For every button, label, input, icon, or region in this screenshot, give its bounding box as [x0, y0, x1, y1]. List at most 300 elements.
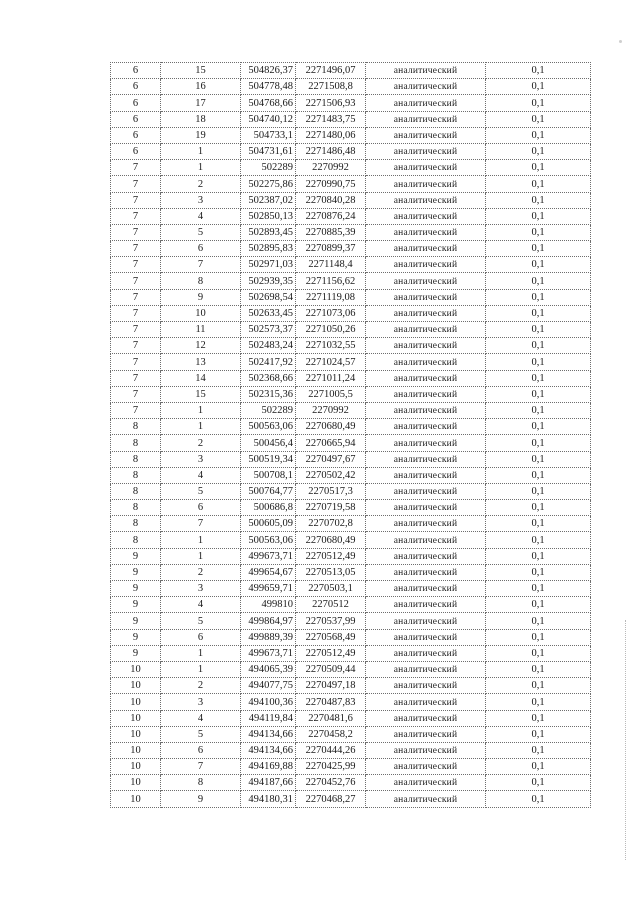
x-coordinate-cell: 500519,34 — [241, 451, 296, 467]
point-number-cell: 9 — [161, 791, 241, 807]
table-row — [111, 451, 591, 467]
table-row — [111, 402, 591, 418]
table-row — [111, 759, 591, 775]
method-cell: аналитический — [366, 597, 486, 613]
table-row — [111, 79, 591, 95]
y-coordinate-cell: 2270876,24 — [296, 208, 366, 224]
y-coordinate-cell: 2271005,5 — [296, 386, 366, 402]
table-row — [111, 500, 591, 516]
accuracy-cell: 0,1 — [486, 354, 591, 370]
point-number-cell: 2 — [161, 678, 241, 694]
table-row — [111, 435, 591, 451]
accuracy-cell: 0,1 — [486, 160, 591, 176]
table-row — [111, 516, 591, 532]
y-coordinate-cell: 2271486,48 — [296, 143, 366, 159]
coordinates-table-body — [111, 63, 591, 808]
x-coordinate-cell: 499673,71 — [241, 645, 296, 661]
point-number-cell: 1 — [161, 160, 241, 176]
method-cell: аналитический — [366, 370, 486, 386]
table-row — [111, 224, 591, 240]
point-number-cell: 16 — [161, 79, 241, 95]
contour-number-cell: 10 — [111, 791, 161, 807]
x-coordinate-cell: 502289 — [241, 402, 296, 418]
accuracy-cell: 0,1 — [486, 289, 591, 305]
contour-number-cell: 7 — [111, 305, 161, 321]
y-coordinate-cell: 2270512,49 — [296, 645, 366, 661]
accuracy-cell: 0,1 — [486, 63, 591, 79]
y-coordinate-cell: 2270899,37 — [296, 241, 366, 257]
point-number-cell: 12 — [161, 338, 241, 354]
x-coordinate-cell: 494187,66 — [241, 775, 296, 791]
method-cell: аналитический — [366, 143, 486, 159]
contour-number-cell: 8 — [111, 483, 161, 499]
table-row — [111, 726, 591, 742]
point-number-cell: 2 — [161, 176, 241, 192]
x-coordinate-cell: 504768,66 — [241, 95, 296, 111]
y-coordinate-cell: 2270444,26 — [296, 742, 366, 758]
table-row — [111, 791, 591, 807]
x-coordinate-cell: 499889,39 — [241, 629, 296, 645]
table-row — [111, 322, 591, 338]
method-cell: аналитический — [366, 661, 486, 677]
contour-number-cell: 8 — [111, 467, 161, 483]
table-row — [111, 613, 591, 629]
method-cell: аналитический — [366, 678, 486, 694]
x-coordinate-cell: 502633,45 — [241, 305, 296, 321]
table-row — [111, 257, 591, 273]
y-coordinate-cell: 2271050,26 — [296, 322, 366, 338]
method-cell: аналитический — [366, 645, 486, 661]
contour-number-cell: 9 — [111, 629, 161, 645]
scan-speck — [619, 40, 622, 43]
accuracy-cell: 0,1 — [486, 775, 591, 791]
accuracy-cell: 0,1 — [486, 710, 591, 726]
y-coordinate-cell: 2270513,05 — [296, 564, 366, 580]
point-number-cell: 15 — [161, 63, 241, 79]
contour-number-cell: 7 — [111, 354, 161, 370]
x-coordinate-cell: 502289 — [241, 160, 296, 176]
method-cell: аналитический — [366, 289, 486, 305]
contour-number-cell: 7 — [111, 208, 161, 224]
contour-number-cell: 10 — [111, 678, 161, 694]
accuracy-cell: 0,1 — [486, 111, 591, 127]
point-number-cell: 5 — [161, 224, 241, 240]
accuracy-cell: 0,1 — [486, 694, 591, 710]
contour-number-cell: 10 — [111, 694, 161, 710]
accuracy-cell: 0,1 — [486, 500, 591, 516]
x-coordinate-cell: 499659,71 — [241, 581, 296, 597]
point-number-cell: 9 — [161, 289, 241, 305]
contour-number-cell: 8 — [111, 419, 161, 435]
x-coordinate-cell: 504733,1 — [241, 127, 296, 143]
x-coordinate-cell: 494169,88 — [241, 759, 296, 775]
contour-number-cell: 9 — [111, 597, 161, 613]
method-cell: аналитический — [366, 111, 486, 127]
method-cell: аналитический — [366, 192, 486, 208]
table-row — [111, 710, 591, 726]
x-coordinate-cell: 502387,02 — [241, 192, 296, 208]
x-coordinate-cell: 499810 — [241, 597, 296, 613]
contour-number-cell: 9 — [111, 645, 161, 661]
y-coordinate-cell: 2271480,06 — [296, 127, 366, 143]
contour-number-cell: 6 — [111, 143, 161, 159]
point-number-cell: 2 — [161, 435, 241, 451]
method-cell: аналитический — [366, 467, 486, 483]
contour-number-cell: 8 — [111, 451, 161, 467]
y-coordinate-cell: 2270481,6 — [296, 710, 366, 726]
y-coordinate-cell: 2270992 — [296, 402, 366, 418]
accuracy-cell: 0,1 — [486, 386, 591, 402]
method-cell: аналитический — [366, 224, 486, 240]
accuracy-cell: 0,1 — [486, 613, 591, 629]
contour-number-cell: 7 — [111, 386, 161, 402]
y-coordinate-cell: 2270458,2 — [296, 726, 366, 742]
contour-number-cell: 9 — [111, 581, 161, 597]
y-coordinate-cell: 2271073,06 — [296, 305, 366, 321]
point-number-cell: 11 — [161, 322, 241, 338]
method-cell: аналитический — [366, 613, 486, 629]
x-coordinate-cell: 499673,71 — [241, 548, 296, 564]
table-row — [111, 354, 591, 370]
y-coordinate-cell: 2271024,57 — [296, 354, 366, 370]
method-cell: аналитический — [366, 160, 486, 176]
table-row — [111, 386, 591, 402]
x-coordinate-cell: 500764,77 — [241, 483, 296, 499]
accuracy-cell: 0,1 — [486, 483, 591, 499]
method-cell: аналитический — [366, 742, 486, 758]
point-number-cell: 3 — [161, 192, 241, 208]
table-row — [111, 160, 591, 176]
contour-number-cell: 6 — [111, 79, 161, 95]
table-row — [111, 176, 591, 192]
accuracy-cell: 0,1 — [486, 645, 591, 661]
point-number-cell: 1 — [161, 419, 241, 435]
y-coordinate-cell: 2271011,24 — [296, 370, 366, 386]
y-coordinate-cell: 2270517,3 — [296, 483, 366, 499]
y-coordinate-cell: 2270537,99 — [296, 613, 366, 629]
x-coordinate-cell: 500563,06 — [241, 419, 296, 435]
accuracy-cell: 0,1 — [486, 241, 591, 257]
method-cell: аналитический — [366, 241, 486, 257]
table-row — [111, 645, 591, 661]
accuracy-cell: 0,1 — [486, 516, 591, 532]
table-row — [111, 564, 591, 580]
contour-number-cell: 8 — [111, 500, 161, 516]
method-cell: аналитический — [366, 629, 486, 645]
accuracy-cell: 0,1 — [486, 143, 591, 159]
table-row — [111, 111, 591, 127]
accuracy-cell: 0,1 — [486, 192, 591, 208]
accuracy-cell: 0,1 — [486, 742, 591, 758]
contour-number-cell: 10 — [111, 759, 161, 775]
method-cell: аналитический — [366, 516, 486, 532]
contour-number-cell: 7 — [111, 224, 161, 240]
accuracy-cell: 0,1 — [486, 176, 591, 192]
page-edge-shadow — [624, 620, 626, 860]
y-coordinate-cell: 2271506,93 — [296, 95, 366, 111]
x-coordinate-cell: 504826,37 — [241, 63, 296, 79]
contour-number-cell: 7 — [111, 402, 161, 418]
accuracy-cell: 0,1 — [486, 661, 591, 677]
point-number-cell: 8 — [161, 273, 241, 289]
contour-number-cell: 7 — [111, 160, 161, 176]
method-cell: аналитический — [366, 257, 486, 273]
table-row — [111, 742, 591, 758]
table-row — [111, 775, 591, 791]
method-cell: аналитический — [366, 127, 486, 143]
table-row — [111, 63, 591, 79]
y-coordinate-cell: 2270568,49 — [296, 629, 366, 645]
point-number-cell: 1 — [161, 548, 241, 564]
x-coordinate-cell: 494119,84 — [241, 710, 296, 726]
point-number-cell: 13 — [161, 354, 241, 370]
accuracy-cell: 0,1 — [486, 581, 591, 597]
x-coordinate-cell: 502368,66 — [241, 370, 296, 386]
x-coordinate-cell: 499654,67 — [241, 564, 296, 580]
point-number-cell: 19 — [161, 127, 241, 143]
contour-number-cell: 8 — [111, 516, 161, 532]
x-coordinate-cell: 494100,36 — [241, 694, 296, 710]
accuracy-cell: 0,1 — [486, 208, 591, 224]
x-coordinate-cell: 502698,54 — [241, 289, 296, 305]
y-coordinate-cell: 2270992 — [296, 160, 366, 176]
point-number-cell: 1 — [161, 402, 241, 418]
point-number-cell: 7 — [161, 759, 241, 775]
accuracy-cell: 0,1 — [486, 419, 591, 435]
x-coordinate-cell: 502850,13 — [241, 208, 296, 224]
point-number-cell: 1 — [161, 143, 241, 159]
x-coordinate-cell: 502895,83 — [241, 241, 296, 257]
y-coordinate-cell: 2270497,18 — [296, 678, 366, 694]
y-coordinate-cell: 2271156,62 — [296, 273, 366, 289]
method-cell: аналитический — [366, 564, 486, 580]
table-row — [111, 661, 591, 677]
x-coordinate-cell: 504731,61 — [241, 143, 296, 159]
accuracy-cell: 0,1 — [486, 451, 591, 467]
y-coordinate-cell: 2271119,08 — [296, 289, 366, 305]
point-number-cell: 2 — [161, 564, 241, 580]
contour-number-cell: 7 — [111, 273, 161, 289]
contour-number-cell: 10 — [111, 726, 161, 742]
method-cell: аналитический — [366, 435, 486, 451]
x-coordinate-cell: 502417,92 — [241, 354, 296, 370]
contour-number-cell: 10 — [111, 775, 161, 791]
table-row — [111, 694, 591, 710]
contour-number-cell: 9 — [111, 564, 161, 580]
y-coordinate-cell: 2271496,07 — [296, 63, 366, 79]
accuracy-cell: 0,1 — [486, 564, 591, 580]
contour-number-cell: 8 — [111, 435, 161, 451]
method-cell: аналитический — [366, 176, 486, 192]
contour-number-cell: 9 — [111, 613, 161, 629]
point-number-cell: 15 — [161, 386, 241, 402]
accuracy-cell: 0,1 — [486, 95, 591, 111]
accuracy-cell: 0,1 — [486, 127, 591, 143]
accuracy-cell: 0,1 — [486, 402, 591, 418]
contour-number-cell: 7 — [111, 241, 161, 257]
accuracy-cell: 0,1 — [486, 273, 591, 289]
y-coordinate-cell: 2270487,83 — [296, 694, 366, 710]
method-cell: аналитический — [366, 532, 486, 548]
contour-number-cell: 7 — [111, 370, 161, 386]
y-coordinate-cell: 2270990,75 — [296, 176, 366, 192]
contour-number-cell: 8 — [111, 532, 161, 548]
method-cell: аналитический — [366, 305, 486, 321]
table-row — [111, 467, 591, 483]
x-coordinate-cell: 504740,12 — [241, 111, 296, 127]
accuracy-cell: 0,1 — [486, 678, 591, 694]
point-number-cell: 5 — [161, 726, 241, 742]
accuracy-cell: 0,1 — [486, 791, 591, 807]
method-cell: аналитический — [366, 759, 486, 775]
accuracy-cell: 0,1 — [486, 532, 591, 548]
x-coordinate-cell: 502971,03 — [241, 257, 296, 273]
contour-number-cell: 7 — [111, 322, 161, 338]
table-row — [111, 208, 591, 224]
point-number-cell: 17 — [161, 95, 241, 111]
table-row — [111, 241, 591, 257]
x-coordinate-cell: 502275,86 — [241, 176, 296, 192]
contour-number-cell: 7 — [111, 192, 161, 208]
method-cell: аналитический — [366, 419, 486, 435]
x-coordinate-cell: 502483,24 — [241, 338, 296, 354]
y-coordinate-cell: 2270680,49 — [296, 532, 366, 548]
point-number-cell: 7 — [161, 516, 241, 532]
point-number-cell: 4 — [161, 467, 241, 483]
x-coordinate-cell: 494134,66 — [241, 726, 296, 742]
contour-number-cell: 7 — [111, 257, 161, 273]
table-row — [111, 305, 591, 321]
y-coordinate-cell: 2271483,75 — [296, 111, 366, 127]
contour-number-cell: 7 — [111, 289, 161, 305]
contour-number-cell: 6 — [111, 95, 161, 111]
y-coordinate-cell: 2270840,28 — [296, 192, 366, 208]
method-cell: аналитический — [366, 581, 486, 597]
point-number-cell: 3 — [161, 694, 241, 710]
x-coordinate-cell: 500456,4 — [241, 435, 296, 451]
contour-number-cell: 9 — [111, 548, 161, 564]
method-cell: аналитический — [366, 451, 486, 467]
x-coordinate-cell: 494077,75 — [241, 678, 296, 694]
y-coordinate-cell: 2270512,49 — [296, 548, 366, 564]
y-coordinate-cell: 2270719,58 — [296, 500, 366, 516]
y-coordinate-cell: 2270503,1 — [296, 581, 366, 597]
table-row — [111, 95, 591, 111]
table-row — [111, 338, 591, 354]
accuracy-cell: 0,1 — [486, 305, 591, 321]
x-coordinate-cell: 494134,66 — [241, 742, 296, 758]
contour-number-cell: 10 — [111, 742, 161, 758]
x-coordinate-cell: 504778,48 — [241, 79, 296, 95]
method-cell: аналитический — [366, 338, 486, 354]
point-number-cell: 6 — [161, 241, 241, 257]
table-row — [111, 678, 591, 694]
point-number-cell: 4 — [161, 208, 241, 224]
y-coordinate-cell: 2270885,39 — [296, 224, 366, 240]
y-coordinate-cell: 2271032,55 — [296, 338, 366, 354]
y-coordinate-cell: 2271508,8 — [296, 79, 366, 95]
x-coordinate-cell: 502315,36 — [241, 386, 296, 402]
method-cell: аналитический — [366, 386, 486, 402]
table-row — [111, 273, 591, 289]
y-coordinate-cell: 2271148,4 — [296, 257, 366, 273]
accuracy-cell: 0,1 — [486, 338, 591, 354]
method-cell: аналитический — [366, 694, 486, 710]
accuracy-cell: 0,1 — [486, 548, 591, 564]
x-coordinate-cell: 502573,37 — [241, 322, 296, 338]
point-number-cell: 5 — [161, 613, 241, 629]
point-number-cell: 10 — [161, 305, 241, 321]
point-number-cell: 5 — [161, 483, 241, 499]
table-row — [111, 127, 591, 143]
table-row — [111, 532, 591, 548]
x-coordinate-cell: 502893,45 — [241, 224, 296, 240]
y-coordinate-cell: 2270680,49 — [296, 419, 366, 435]
accuracy-cell: 0,1 — [486, 224, 591, 240]
table-row — [111, 370, 591, 386]
accuracy-cell: 0,1 — [486, 597, 591, 613]
method-cell: аналитический — [366, 483, 486, 499]
x-coordinate-cell: 499864,97 — [241, 613, 296, 629]
x-coordinate-cell: 500708,1 — [241, 467, 296, 483]
y-coordinate-cell: 2270468,27 — [296, 791, 366, 807]
point-number-cell: 1 — [161, 532, 241, 548]
contour-number-cell: 6 — [111, 63, 161, 79]
table-row — [111, 548, 591, 564]
contour-number-cell: 10 — [111, 710, 161, 726]
method-cell: аналитический — [366, 208, 486, 224]
point-number-cell: 8 — [161, 775, 241, 791]
method-cell: аналитический — [366, 273, 486, 289]
accuracy-cell: 0,1 — [486, 467, 591, 483]
contour-number-cell: 7 — [111, 176, 161, 192]
y-coordinate-cell: 2270425,99 — [296, 759, 366, 775]
accuracy-cell: 0,1 — [486, 435, 591, 451]
point-number-cell: 6 — [161, 500, 241, 516]
accuracy-cell: 0,1 — [486, 726, 591, 742]
method-cell: аналитический — [366, 710, 486, 726]
y-coordinate-cell: 2270509,44 — [296, 661, 366, 677]
table-row — [111, 483, 591, 499]
y-coordinate-cell: 2270502,42 — [296, 467, 366, 483]
contour-number-cell: 6 — [111, 127, 161, 143]
method-cell: аналитический — [366, 63, 486, 79]
method-cell: аналитический — [366, 775, 486, 791]
table-row — [111, 289, 591, 305]
point-number-cell: 18 — [161, 111, 241, 127]
accuracy-cell: 0,1 — [486, 79, 591, 95]
accuracy-cell: 0,1 — [486, 322, 591, 338]
method-cell: аналитический — [366, 79, 486, 95]
x-coordinate-cell: 494180,31 — [241, 791, 296, 807]
accuracy-cell: 0,1 — [486, 370, 591, 386]
method-cell: аналитический — [366, 322, 486, 338]
point-number-cell: 6 — [161, 629, 241, 645]
accuracy-cell: 0,1 — [486, 759, 591, 775]
table-row — [111, 419, 591, 435]
table-row — [111, 581, 591, 597]
point-number-cell: 3 — [161, 581, 241, 597]
contour-number-cell: 10 — [111, 661, 161, 677]
point-number-cell: 7 — [161, 257, 241, 273]
method-cell: аналитический — [366, 95, 486, 111]
x-coordinate-cell: 500605,09 — [241, 516, 296, 532]
coordinates-table — [110, 62, 591, 808]
y-coordinate-cell: 2270497,67 — [296, 451, 366, 467]
contour-number-cell: 6 — [111, 111, 161, 127]
x-coordinate-cell: 500686,8 — [241, 500, 296, 516]
point-number-cell: 1 — [161, 661, 241, 677]
